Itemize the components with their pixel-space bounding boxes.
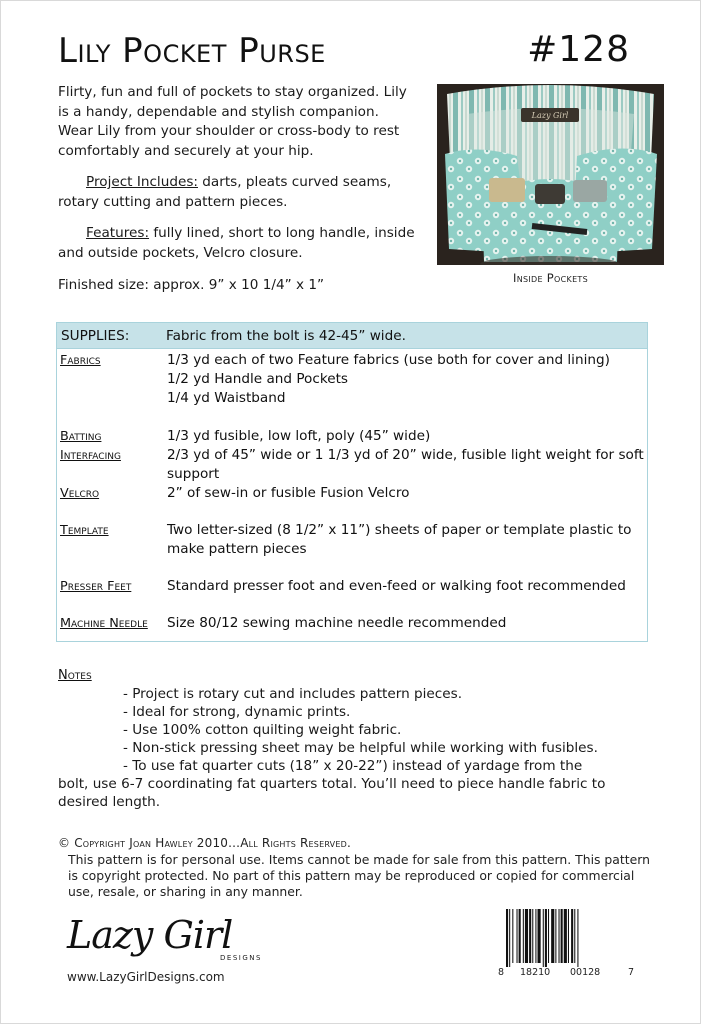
supply-value bbox=[167, 446, 645, 484]
finished-size: Finished size: approx. 9” x 10 1/4” x 1” bbox=[58, 277, 325, 293]
supply-label: Batting bbox=[60, 429, 102, 444]
supply-line: 2/3 yd of 45” wide or 1 1/3 yd of 20” wide, fusible light weight for soft support bbox=[167, 447, 644, 482]
product-photo bbox=[437, 84, 664, 265]
supply-row-batting bbox=[60, 427, 646, 446]
barcode-digit: 18210 bbox=[520, 967, 551, 978]
supply-value bbox=[167, 484, 645, 503]
description: Flirty, fun and full of pockets to stay organized. Lily is a handy, dependable and stylish companion. Wear Lily from your shoulder or cross-body to rest comfortably and securely at your hip. bbox=[58, 84, 407, 159]
supply-value bbox=[167, 427, 645, 446]
features-label: Features: bbox=[86, 225, 150, 241]
barcode-bar bbox=[523, 909, 524, 963]
logo-subtext: DESIGNS bbox=[220, 954, 262, 962]
supply-line: 1/4 yd Waistband bbox=[167, 390, 286, 406]
supply-row-template bbox=[60, 521, 646, 559]
barcode-bar bbox=[525, 909, 528, 963]
supplies-table bbox=[56, 322, 648, 642]
website-link[interactable]: www.LazyGirlDesigns.com bbox=[67, 970, 225, 984]
supply-label: Presser Feet bbox=[60, 579, 132, 594]
lazy-girl-logo bbox=[67, 913, 267, 968]
logo-wordmark: Lazy Girl bbox=[67, 913, 233, 957]
supply-label: Interfacing bbox=[60, 448, 121, 463]
barcode-digit: 8 bbox=[498, 967, 505, 978]
supply-value bbox=[167, 577, 645, 596]
barcode-bar bbox=[564, 909, 567, 963]
barcode-number bbox=[498, 967, 648, 978]
project-includes-text: darts, pleats curved seams, rotary cutting and pattern pieces. bbox=[58, 174, 392, 210]
supply-row-machine-needle bbox=[60, 614, 646, 633]
supply-line: 1/2 yd Handle and Pockets bbox=[167, 371, 349, 387]
supply-row-presser-feet bbox=[60, 577, 646, 596]
supply-line: Size 80/12 sewing machine needle recommended bbox=[167, 615, 507, 631]
supply-value bbox=[167, 614, 645, 633]
barcode-digit: 00128 bbox=[570, 967, 601, 978]
barcode-bar bbox=[551, 909, 554, 963]
note-item: - Use 100% cotton quilting weight fabric. bbox=[123, 722, 402, 738]
barcode-bar bbox=[555, 909, 556, 963]
notes-list bbox=[58, 685, 658, 811]
barcode-bar bbox=[568, 909, 569, 963]
barcode-bar bbox=[559, 909, 560, 963]
supply-row-interfacing bbox=[60, 446, 646, 484]
supply-row-velcro bbox=[60, 484, 646, 503]
supply-line: 2” of sew-in or fusible Fusion Velcro bbox=[167, 485, 410, 501]
barcode-bar bbox=[548, 909, 549, 963]
barcode-icon bbox=[506, 909, 638, 967]
note-item: - To use fat quarter cuts (18” x 20-22”) instead of yardage from the bbox=[123, 758, 583, 774]
barcode-bar bbox=[574, 909, 575, 963]
page-title: Lily Pocket Purse bbox=[58, 31, 326, 71]
note-continuation: bolt, use 6-7 coordinating fat quarters total. You’ll need to piece handle fabric to desired length. bbox=[58, 776, 606, 810]
supply-value bbox=[167, 351, 645, 408]
photo-caption: Inside Pockets bbox=[513, 271, 588, 285]
supply-label: Fabrics bbox=[60, 353, 101, 368]
notes-heading: Notes bbox=[58, 668, 92, 683]
supply-line: Two letter-sized (8 1/2” x 11”) sheets of paper or template plastic to make pattern pieces bbox=[167, 522, 632, 557]
barcode-bar bbox=[532, 909, 533, 963]
barcode-bar bbox=[519, 909, 521, 963]
barcode-bar bbox=[538, 909, 541, 963]
barcode-bar bbox=[529, 909, 531, 963]
note-item: - Ideal for strong, dynamic prints. bbox=[123, 704, 351, 720]
barcode-bar bbox=[535, 909, 536, 963]
supplies-header-text: Fabric from the bolt is 42-45” wide. bbox=[166, 327, 406, 344]
supply-label: Velcro bbox=[60, 486, 100, 501]
purse-interior-image bbox=[437, 84, 664, 265]
photo-label: Lazy Girl bbox=[531, 111, 569, 120]
barcode-bar bbox=[561, 909, 563, 963]
barcode-bar bbox=[509, 909, 510, 967]
supply-label: Machine Needle bbox=[60, 616, 148, 631]
usage-text: This pattern is for personal use. Items cannot be made for sale from this pattern. This pattern is copyright protected. No part of this pattern may be reproduced or copied for commercial use, resale, or sharing in any manner. bbox=[68, 852, 650, 899]
barcode-bar bbox=[577, 909, 578, 967]
supplies-header-label: SUPPLIES: bbox=[61, 327, 130, 344]
barcode-bar bbox=[506, 909, 508, 967]
barcode-bar bbox=[517, 909, 518, 963]
note-item: - Non-stick pressing sheet may be helpful while working with fusibles. bbox=[123, 740, 598, 756]
barcode-bar bbox=[512, 909, 513, 963]
supply-label: Template bbox=[60, 523, 109, 538]
copyright-line: © Copyright Joan Hawley 2010...All Rights Reserved. bbox=[58, 836, 351, 850]
project-includes-label: Project Includes: bbox=[86, 174, 198, 190]
barcode-bar bbox=[543, 909, 544, 967]
supply-line: 1/3 yd each of two Feature fabrics (use both for cover and lining) bbox=[167, 352, 610, 368]
barcode-bar bbox=[545, 909, 547, 967]
intro-section bbox=[58, 83, 418, 275]
supply-row-fabrics bbox=[60, 351, 646, 408]
barcode-digit: 7 bbox=[628, 967, 635, 978]
supply-value bbox=[167, 521, 645, 559]
usage-terms bbox=[58, 852, 658, 900]
note-item: - Project is rotary cut and includes pattern pieces. bbox=[123, 686, 463, 702]
supplies-header bbox=[57, 323, 647, 349]
barcode-bar bbox=[571, 909, 573, 963]
pattern-number: #128 bbox=[527, 29, 630, 70]
project-includes bbox=[58, 173, 418, 212]
supply-line: Standard presser foot and even-feed or walking foot recommended bbox=[167, 578, 626, 594]
features bbox=[58, 224, 418, 263]
features-text: fully lined, short to long handle, inside and outside pockets, Velcro closure. bbox=[58, 225, 415, 261]
supply-line: 1/3 yd fusible, low loft, poly (45” wide) bbox=[167, 428, 431, 444]
